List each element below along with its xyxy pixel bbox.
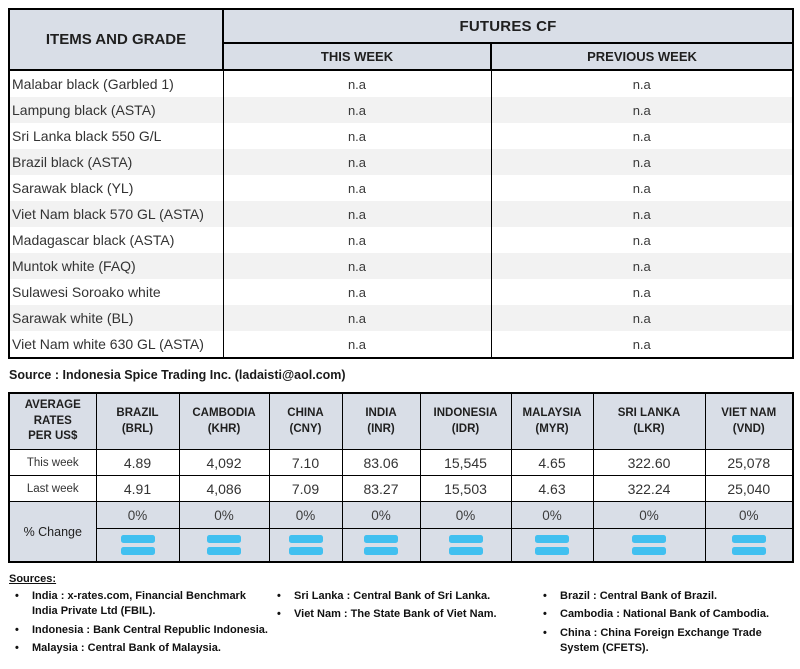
source-item: • Sri Lanka : Central Bank of Sri Lanka.	[270, 589, 536, 604]
column-header-sri-lanka: SRI LANKA (LKR)	[593, 393, 705, 450]
column-header-viet-nam: VIET NAM (VND)	[705, 393, 793, 450]
source-item: • Brazil : Central Bank of Brazil.	[536, 589, 792, 604]
futures-row	[9, 149, 793, 175]
column-header-cambodia: CAMBODIA (KHR)	[179, 393, 269, 450]
equals-icon	[449, 535, 483, 555]
percent-change-value: 0%	[420, 502, 511, 529]
equals-icon	[535, 535, 569, 555]
futures-row	[9, 331, 793, 358]
item-name: Sulawesi Soroako white	[9, 279, 223, 305]
previous-week-value: n.a	[491, 201, 793, 227]
previous-week-value: n.a	[491, 123, 793, 149]
trend-cell	[269, 529, 342, 563]
futures-table	[8, 8, 794, 359]
previous-week-value: n.a	[491, 305, 793, 331]
equals-icon	[732, 535, 766, 555]
item-name: Muntok white (FAQ)	[9, 253, 223, 279]
rate-value: 15,503	[420, 476, 511, 502]
this-week-value: n.a	[223, 175, 491, 201]
percent-change-value: 0%	[96, 502, 179, 529]
percent-change-value: 0%	[269, 502, 342, 529]
rates-header-row	[9, 393, 793, 450]
this-week-value: n.a	[223, 70, 491, 97]
trend-cell	[342, 529, 420, 563]
item-name: Viet Nam black 570 GL (ASTA)	[9, 201, 223, 227]
rate-value: 4,086	[179, 476, 269, 502]
average-rates-line: PER US$	[28, 430, 78, 443]
percent-change-value: 0%	[705, 502, 793, 529]
futures-row	[9, 279, 793, 305]
trend-cell	[511, 529, 593, 563]
column-header-indonesia: INDONESIA (IDR)	[420, 393, 511, 450]
this-week-value: n.a	[223, 331, 491, 358]
trend-icon-row	[9, 529, 793, 563]
rate-value: 83.06	[342, 450, 420, 476]
items-and-grade-header: ITEMS AND GRADE	[9, 9, 223, 70]
futures-row	[9, 123, 793, 149]
column-header-india: INDIA (INR)	[342, 393, 420, 450]
rate-value: 4,092	[179, 450, 269, 476]
rates-table	[8, 392, 794, 563]
this-week-value: n.a	[223, 97, 491, 123]
source-item: • Cambodia : National Bank of Cambodia.	[536, 607, 792, 622]
sources-column-1	[8, 589, 270, 660]
item-name: Madagascar black (ASTA)	[9, 227, 223, 253]
percent-change-row	[9, 502, 793, 529]
item-name: Viet Nam white 630 GL (ASTA)	[9, 331, 223, 358]
percent-change-value: 0%	[179, 502, 269, 529]
equals-icon	[364, 535, 398, 555]
rate-value: 322.60	[593, 450, 705, 476]
percent-change-value: 0%	[511, 502, 593, 529]
futures-row	[9, 201, 793, 227]
futures-cf-header: FUTURES CF	[223, 9, 793, 43]
previous-week-value: n.a	[491, 253, 793, 279]
average-rates-line: RATES	[33, 414, 72, 427]
previous-week-value: n.a	[491, 149, 793, 175]
trend-cell	[705, 529, 793, 563]
previous-week-value: n.a	[491, 70, 793, 97]
this-week-value: n.a	[223, 123, 491, 149]
source-item: • Viet Nam : The State Bank of Viet Nam.	[270, 607, 536, 622]
rate-value: 25,040	[705, 476, 793, 502]
column-header-malaysia: MALAYSIA (MYR)	[511, 393, 593, 450]
equals-icon	[632, 535, 666, 555]
rate-value: 7.09	[269, 476, 342, 502]
futures-header-row-1	[9, 9, 793, 43]
last-week-row-label: Last week	[9, 476, 96, 502]
trend-cell	[179, 529, 269, 563]
sources-column-3	[536, 589, 792, 660]
rate-value: 4.63	[511, 476, 593, 502]
previous-week-value: n.a	[491, 331, 793, 358]
sources-heading: Sources:	[9, 573, 57, 585]
percent-change-value: 0%	[342, 502, 420, 529]
rate-value: 25,078	[705, 450, 793, 476]
percent-change-label: % Change	[9, 502, 96, 563]
source-item: • Indonesia : Bank Central Republic Indonesia.	[8, 623, 270, 638]
rate-value: 4.91	[96, 476, 179, 502]
futures-row	[9, 253, 793, 279]
item-name: Sri Lanka black 550 G/L	[9, 123, 223, 149]
rate-value: 7.10	[269, 450, 342, 476]
equals-icon	[121, 535, 155, 555]
this-week-value: n.a	[223, 149, 491, 175]
percent-change-value: 0%	[593, 502, 705, 529]
previous-week-value: n.a	[491, 97, 793, 123]
this-week-column-header: THIS WEEK	[223, 43, 491, 70]
previous-week-value: n.a	[491, 227, 793, 253]
sources-column-2	[270, 589, 536, 660]
column-header-brazil: BRAZIL (BRL)	[96, 393, 179, 450]
equals-icon	[289, 535, 323, 555]
futures-row	[9, 97, 793, 123]
this-week-value: n.a	[223, 253, 491, 279]
this-week-value: n.a	[223, 279, 491, 305]
equals-icon	[207, 535, 241, 555]
rate-value: 322.24	[593, 476, 705, 502]
source-item: • Malaysia : Central Bank of Malaysia.	[8, 641, 270, 656]
sources-section	[8, 573, 792, 660]
futures-row	[9, 175, 793, 201]
trend-cell	[96, 529, 179, 563]
this-week-value: n.a	[223, 201, 491, 227]
average-rates-line: AVERAGE	[24, 399, 81, 412]
previous-week-column-header: PREVIOUS WEEK	[491, 43, 793, 70]
item-name: Malabar black (Garbled 1)	[9, 70, 223, 97]
item-name: Brazil black (ASTA)	[9, 149, 223, 175]
rate-value: 4.65	[511, 450, 593, 476]
this-week-row-label: This week	[9, 450, 96, 476]
this-week-value: n.a	[223, 227, 491, 253]
rate-value: 83.27	[342, 476, 420, 502]
futures-row	[9, 70, 793, 97]
this-week-row	[9, 450, 793, 476]
column-header-china: CHINA (CNY)	[269, 393, 342, 450]
source-item: • China : China Foreign Exchange Trade System (CFETS).	[536, 626, 792, 657]
item-name: Sarawak black (YL)	[9, 175, 223, 201]
rate-value: 15,545	[420, 450, 511, 476]
trend-cell	[420, 529, 511, 563]
source-line: Source : Indonesia Spice Trading Inc. (ladaisti@aol.com)	[9, 368, 346, 382]
this-week-value: n.a	[223, 305, 491, 331]
item-name: Sarawak white (BL)	[9, 305, 223, 331]
futures-row	[9, 305, 793, 331]
average-rates-header	[9, 393, 96, 450]
previous-week-value: n.a	[491, 175, 793, 201]
trend-cell	[593, 529, 705, 563]
last-week-row	[9, 476, 793, 502]
futures-row	[9, 227, 793, 253]
source-item: • India : x-rates.com, Financial Benchmark India Private Ltd (FBIL).	[8, 589, 270, 620]
rate-value: 4.89	[96, 450, 179, 476]
item-name: Lampung black (ASTA)	[9, 97, 223, 123]
previous-week-value: n.a	[491, 279, 793, 305]
